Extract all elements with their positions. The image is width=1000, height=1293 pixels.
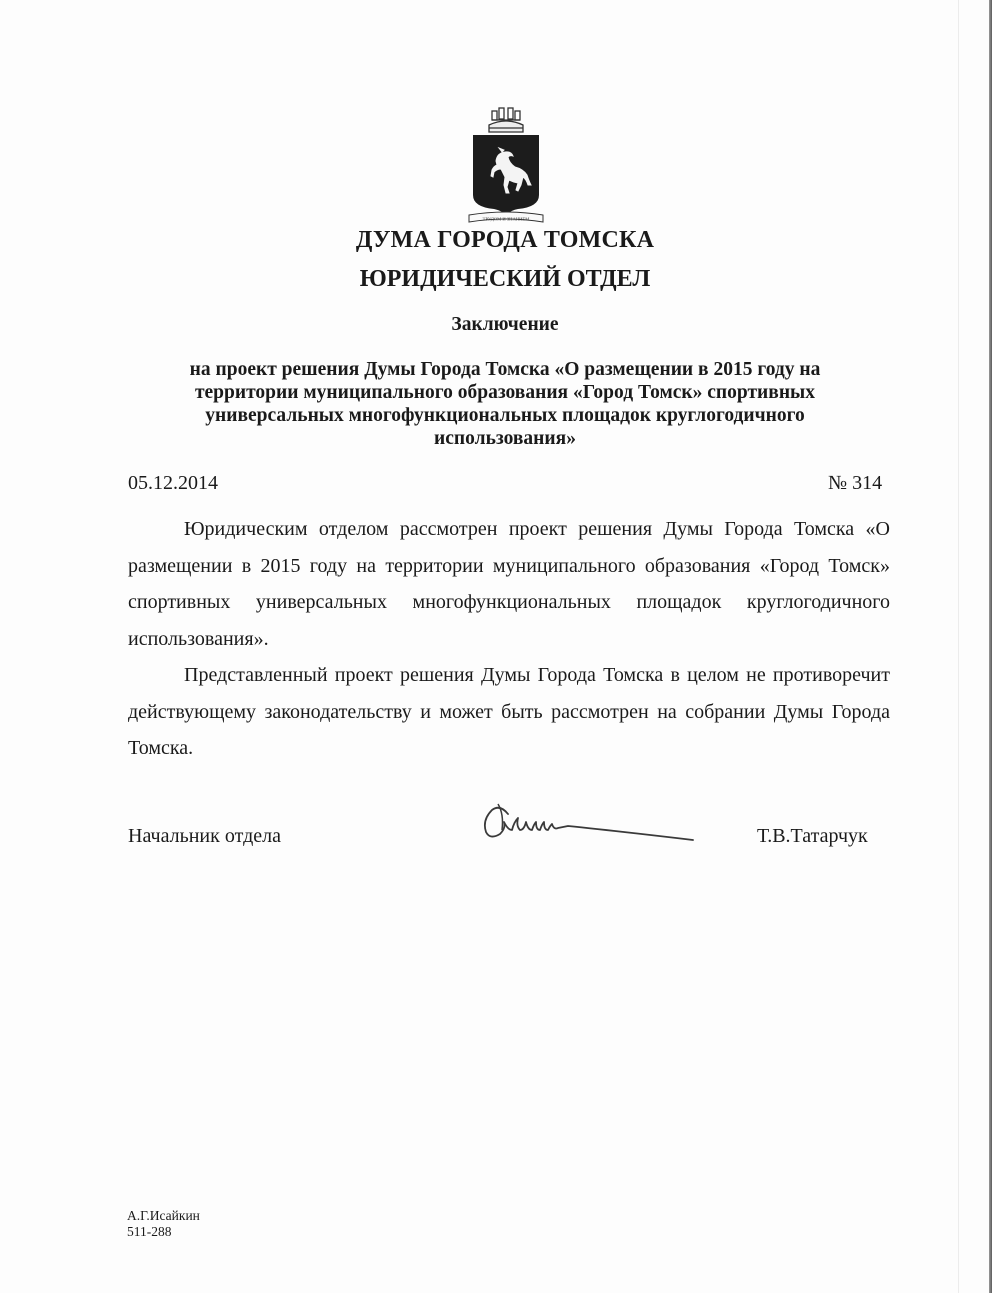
organization-title: ДУМА ГОРОДА ТОМСКА xyxy=(355,227,655,253)
subject-line: территории муниципального образования «Город Томск» спортивных xyxy=(194,382,816,403)
subject-line: на проект решения Думы Города Томска «О размещении в 2015 году на xyxy=(189,359,821,380)
svg-text:ТРУДОМ И ЗНАНИЕМ: ТРУДОМ И ЗНАНИЕМ xyxy=(482,216,530,222)
scan-margin xyxy=(992,0,1000,1293)
executor-name: А.Г.Исайкин xyxy=(127,1208,200,1223)
document-number: № 314 xyxy=(828,472,883,494)
document-subject xyxy=(140,358,870,450)
executor-phone: 511-288 xyxy=(127,1224,172,1239)
subject-line: использования» xyxy=(434,428,576,449)
signatory-name: Т.В.Татарчук xyxy=(757,825,868,847)
body-paragraph: Представленный проект решения Думы Города Томска в целом не противоречит действующему законодательству и может быть рассмотрен на собрании Думы Города Томска. xyxy=(128,664,890,759)
handwritten-signature-icon xyxy=(478,800,698,850)
subject-line: универсальных многофункциональных площадок круглогодичного xyxy=(205,405,805,426)
body-paragraph: Юридическим отделом рассмотрен проект решения Думы Города Томска «О размещении в 2015 году на территории муниципального образования «Город Томск» спортивных универсальных многофункциональных площадок круглогодичного использования». xyxy=(128,518,890,650)
document-date: 05.12.2014 xyxy=(128,472,218,494)
department-title: ЮРИДИЧЕСКИЙ ОТДЕЛ xyxy=(359,266,651,292)
tomsk-coat-of-arms-icon xyxy=(463,103,549,225)
signatory-role: Начальник отдела xyxy=(128,825,281,847)
document-type-heading: Заключение xyxy=(451,314,559,335)
executor-info xyxy=(127,1208,200,1240)
scan-page-edge-line xyxy=(958,0,959,1293)
